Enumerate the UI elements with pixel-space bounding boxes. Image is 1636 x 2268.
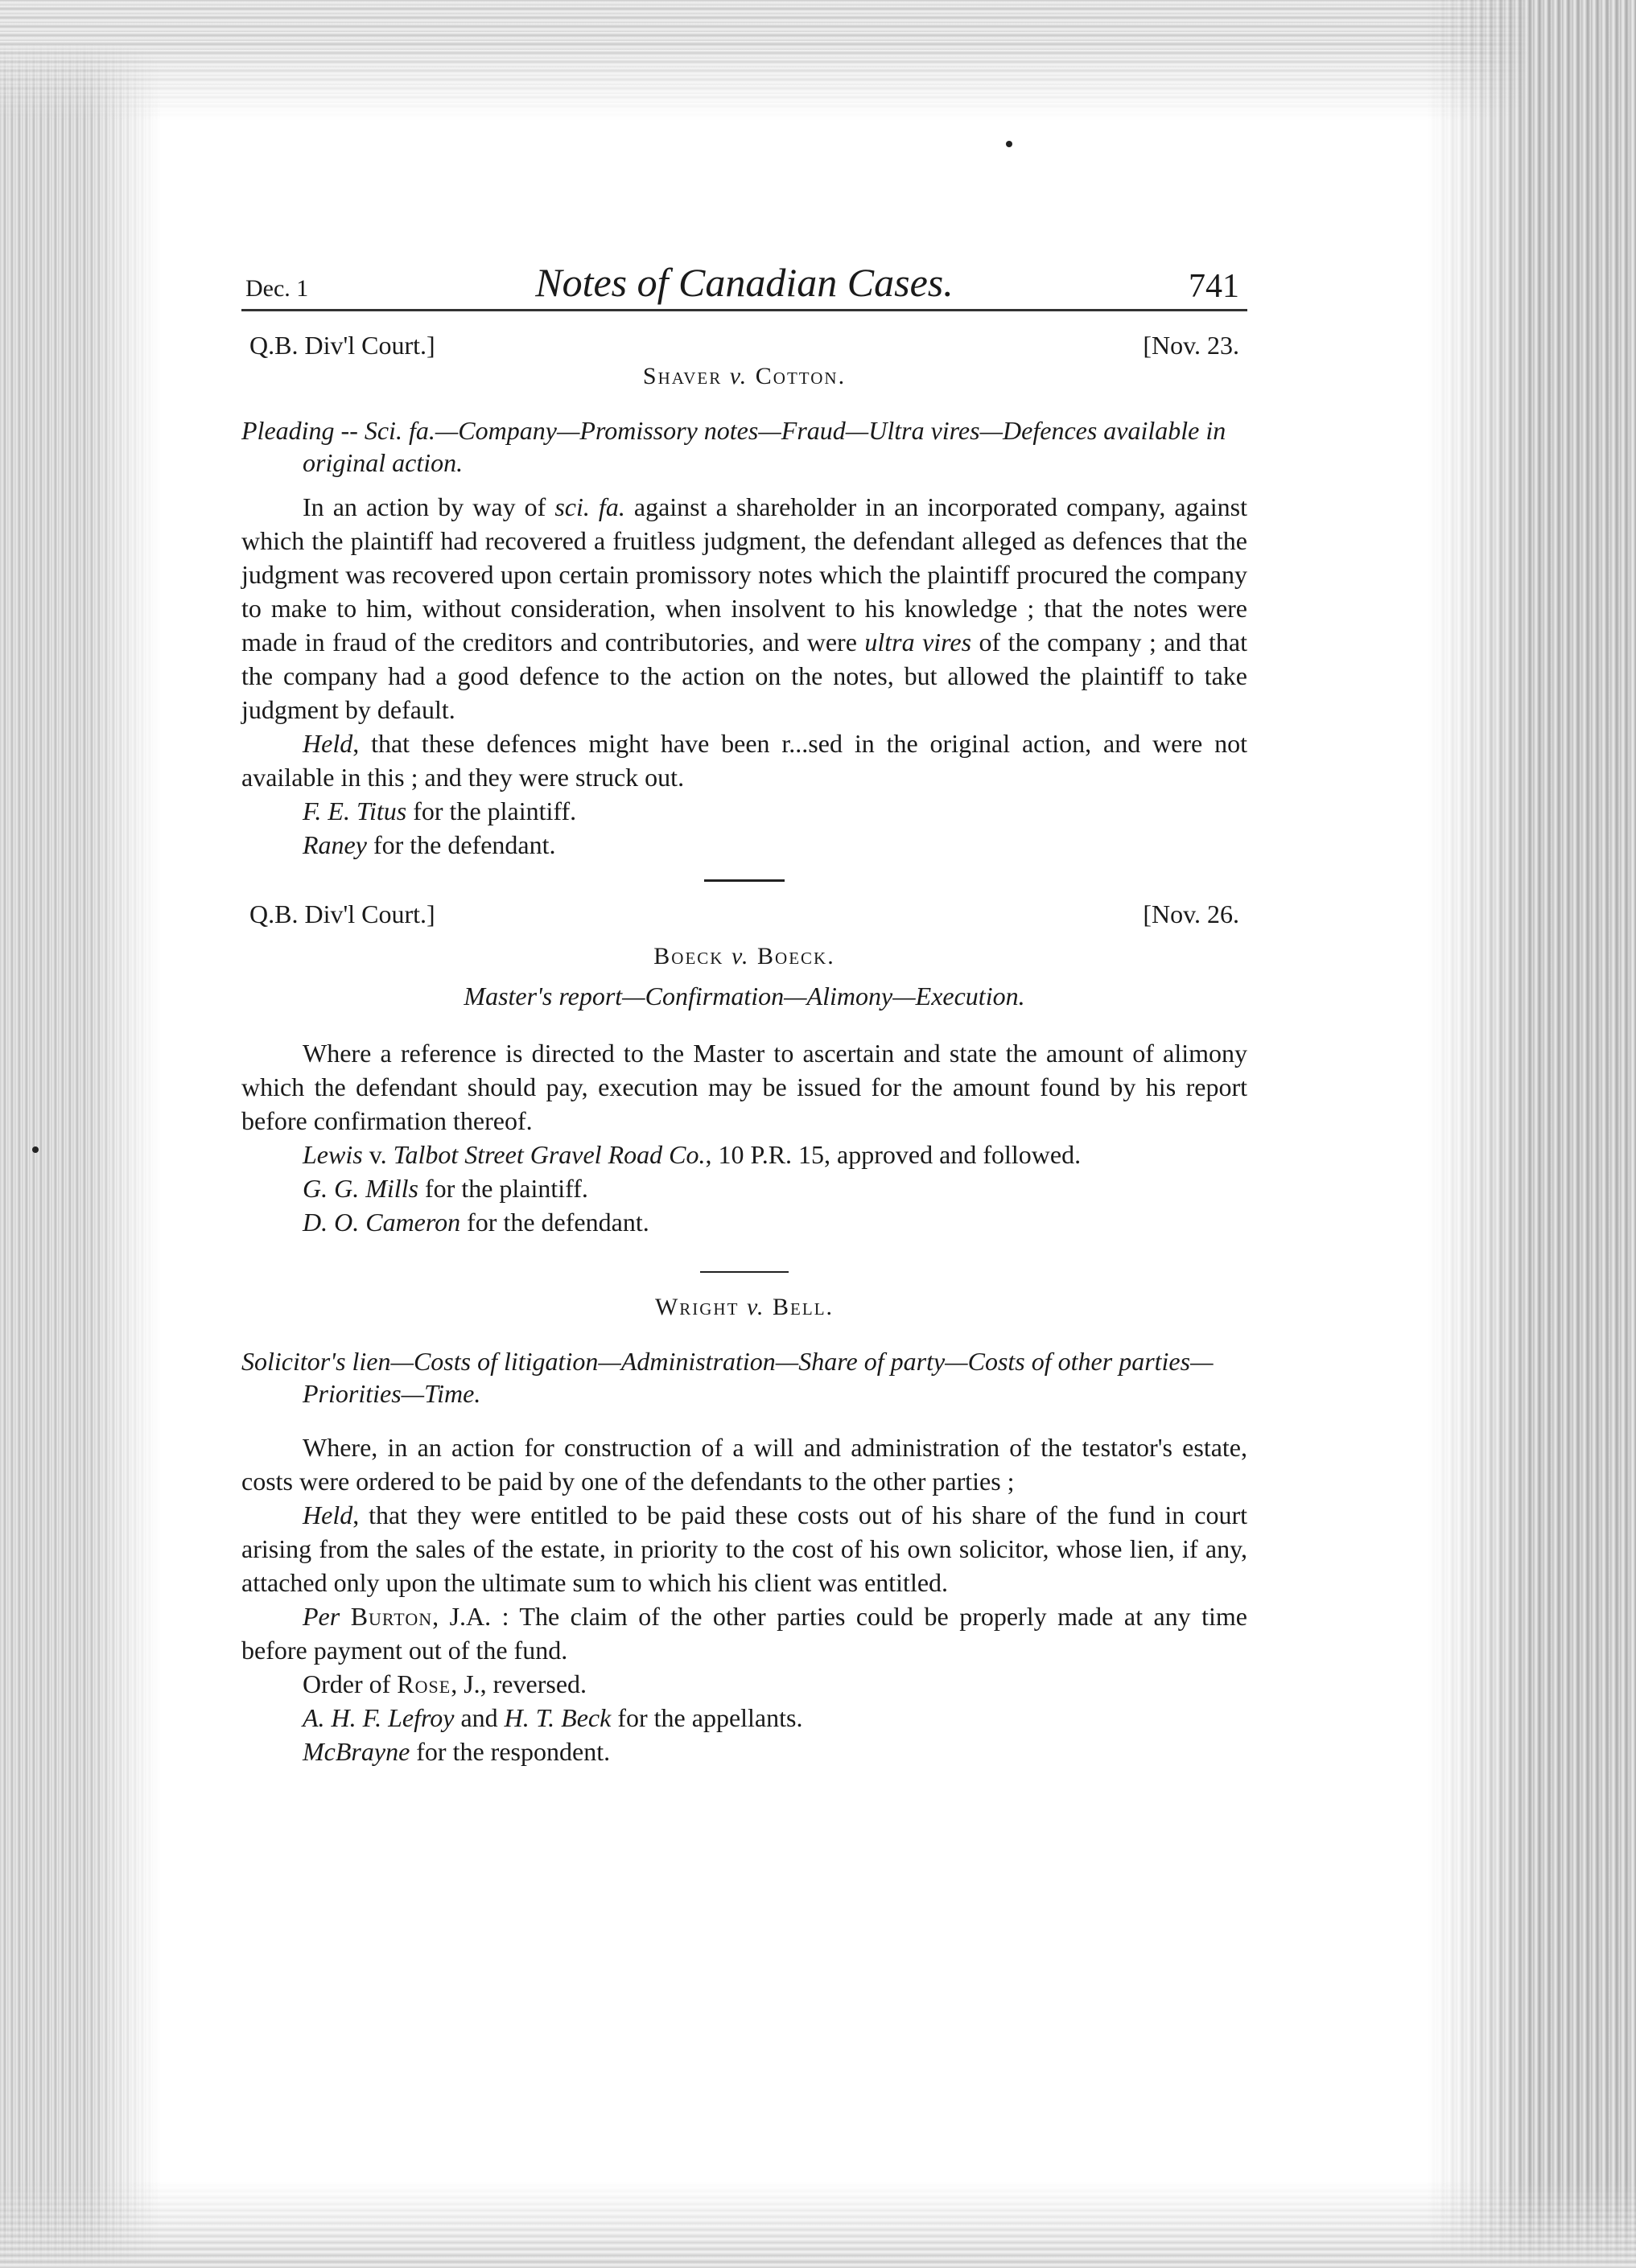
case-title [241,1294,1247,1321]
text-run: Where, in an action for construction of a will and administration of the testator's estate, costs were ordered to be paid by one of the defendants to the other parties ; [241,1433,1247,1496]
italic-run: Per [303,1602,340,1631]
case-headnote: Solicitor's lien—Costs of litigation—Administration—Share of party—Costs of other parties—Priorities—Time. [241,1347,1214,1408]
text-run: for the plaintiff. [418,1174,588,1203]
counsel-line [241,1171,1247,1205]
case-court-row [241,899,1247,935]
scan-speck [32,1146,39,1153]
running-head-date: Dec. 1 [245,275,309,302]
text-run: Order of [303,1669,398,1698]
small-caps-run: Rose [397,1669,451,1698]
italic-run: A. H. F. Lefroy [303,1703,455,1732]
case-paragraph [241,1498,1247,1599]
italic-run: sci. fa. [554,492,625,521]
case-entry [241,1294,1247,1768]
case-entry [241,331,1247,862]
scan-speck [1006,141,1012,147]
case-date: [Nov. 23. [1143,331,1239,360]
case-party-right: Bell. [773,1294,834,1320]
scan-edge-right [1427,0,1636,2268]
text-run [340,1602,350,1631]
scan-edge-bottom [0,2180,1636,2268]
case-paragraph [241,1430,1247,1498]
case-date: [Nov. 26. [1143,899,1239,928]
text-run: , J.A. : The claim of the other parties could be properly made at any time before payment out of the fund. [241,1602,1248,1665]
italic-run: G. G. Mills [303,1174,418,1203]
case-party-left: Wright [654,1294,740,1320]
case-versus: v. [729,363,748,389]
running-head-title: Notes of Canadian Cases. [535,260,954,305]
counsel-line [241,1205,1247,1239]
case-paragraph [241,1036,1247,1138]
case-title [241,943,1247,970]
scan-edge-top [0,0,1636,121]
section-divider [700,1271,789,1273]
text-run: for the appellants. [611,1703,803,1732]
page-number: 741 [1189,268,1239,305]
italic-run: Held [303,729,353,758]
text-run: for the plaintiff. [406,796,577,825]
italic-run: F. E. Titus [303,796,407,825]
case-party-right: Cotton. [755,363,847,389]
text-run: for the defendant. [366,830,556,859]
case-versus: v. [731,943,750,969]
case-body [241,1036,1247,1239]
text-run: Where a reference is directed to the Master to ascertain and state the amount of alimony which the defendant should pay, execution may be issued for the amount found by his report before confirmation thereof. [241,1039,1247,1135]
text-run: , J., reversed. [451,1669,587,1698]
case-body [241,490,1247,862]
italic-run: ultra vires [864,628,972,657]
text-run: , 10 P.R. 15, approved and followed. [705,1140,1082,1169]
case-body [241,1430,1247,1768]
section-divider [704,879,785,882]
counsel-line [241,1735,1247,1768]
counsel-line [241,794,1247,828]
case-court-row [241,331,1247,366]
text-run: for the defendant. [460,1208,649,1237]
italic-run: McBrayne [303,1737,410,1766]
italic-run: Talbot Street Gravel Road Co. [393,1140,706,1169]
court-name: Q.B. Div'l Court.] [249,899,435,928]
case-party-right: Boeck. [757,943,835,969]
counsel-line [241,1138,1247,1171]
italic-run: H. T. Beck [504,1703,612,1732]
case-versus: v. [746,1294,765,1320]
text-run: In an action by way of [303,492,555,521]
case-headnote: Master's report—Confirmation—Alimony—Execution. [464,982,1025,1011]
text-run: and [454,1703,505,1732]
counsel-line [241,1667,1247,1701]
case-title [241,363,1247,390]
text-run: for the respondent. [410,1737,611,1766]
italic-run: Lewis [303,1140,363,1169]
case-paragraph [241,727,1247,794]
counsel-line [241,828,1247,862]
text-run: , that these defences might have been r...sed in the original action, and were not available in this ; and they were struck out. [241,729,1247,792]
text-run: against a shareholder in an incorporated company, against which the plaintiff had recovered a fruitless judgment, the defendant alleged as defences that the judgment was recovered upon certain promissory notes which the plaintiff procured the company to make to him, without consideration, when insolvent to his knowledge ; that the notes were made in fraud of the creditors and contributories, and were [241,492,1248,657]
case-paragraph [241,490,1247,727]
running-head [241,257,1247,311]
case-headnote: Pleading -- Sci. fa.—Company—Promissory notes—Fraud—Ultra vires—Defences available in original action. [241,416,1226,477]
case-party-left: Shaver [642,363,723,389]
text-run: v. [362,1140,394,1169]
counsel-line [241,1701,1247,1735]
italic-run: D. O. Cameron [303,1208,461,1237]
italic-run: Raney [303,830,367,859]
italic-run: Held [303,1500,353,1529]
court-name: Q.B. Div'l Court.] [249,331,435,360]
case-party-left: Boeck [653,943,724,969]
scan-edge-left [0,0,161,2268]
case-entry [241,899,1247,1239]
case-paragraph [241,1599,1247,1667]
text-run: , that they were entitled to be paid these costs out of his share of the fund in court arising from the sales of the estate, in priority to the cost of his own solicitor, whose lien, if any, attached only upon the ultimate sum to which his client was entitled. [241,1500,1247,1597]
small-caps-run: Burton [350,1602,433,1631]
page [241,257,1247,1768]
text-run: of the company ; and that the company had a good defence to the action on the notes, but allowed the plaintiff to take judgment by default. [241,628,1248,724]
